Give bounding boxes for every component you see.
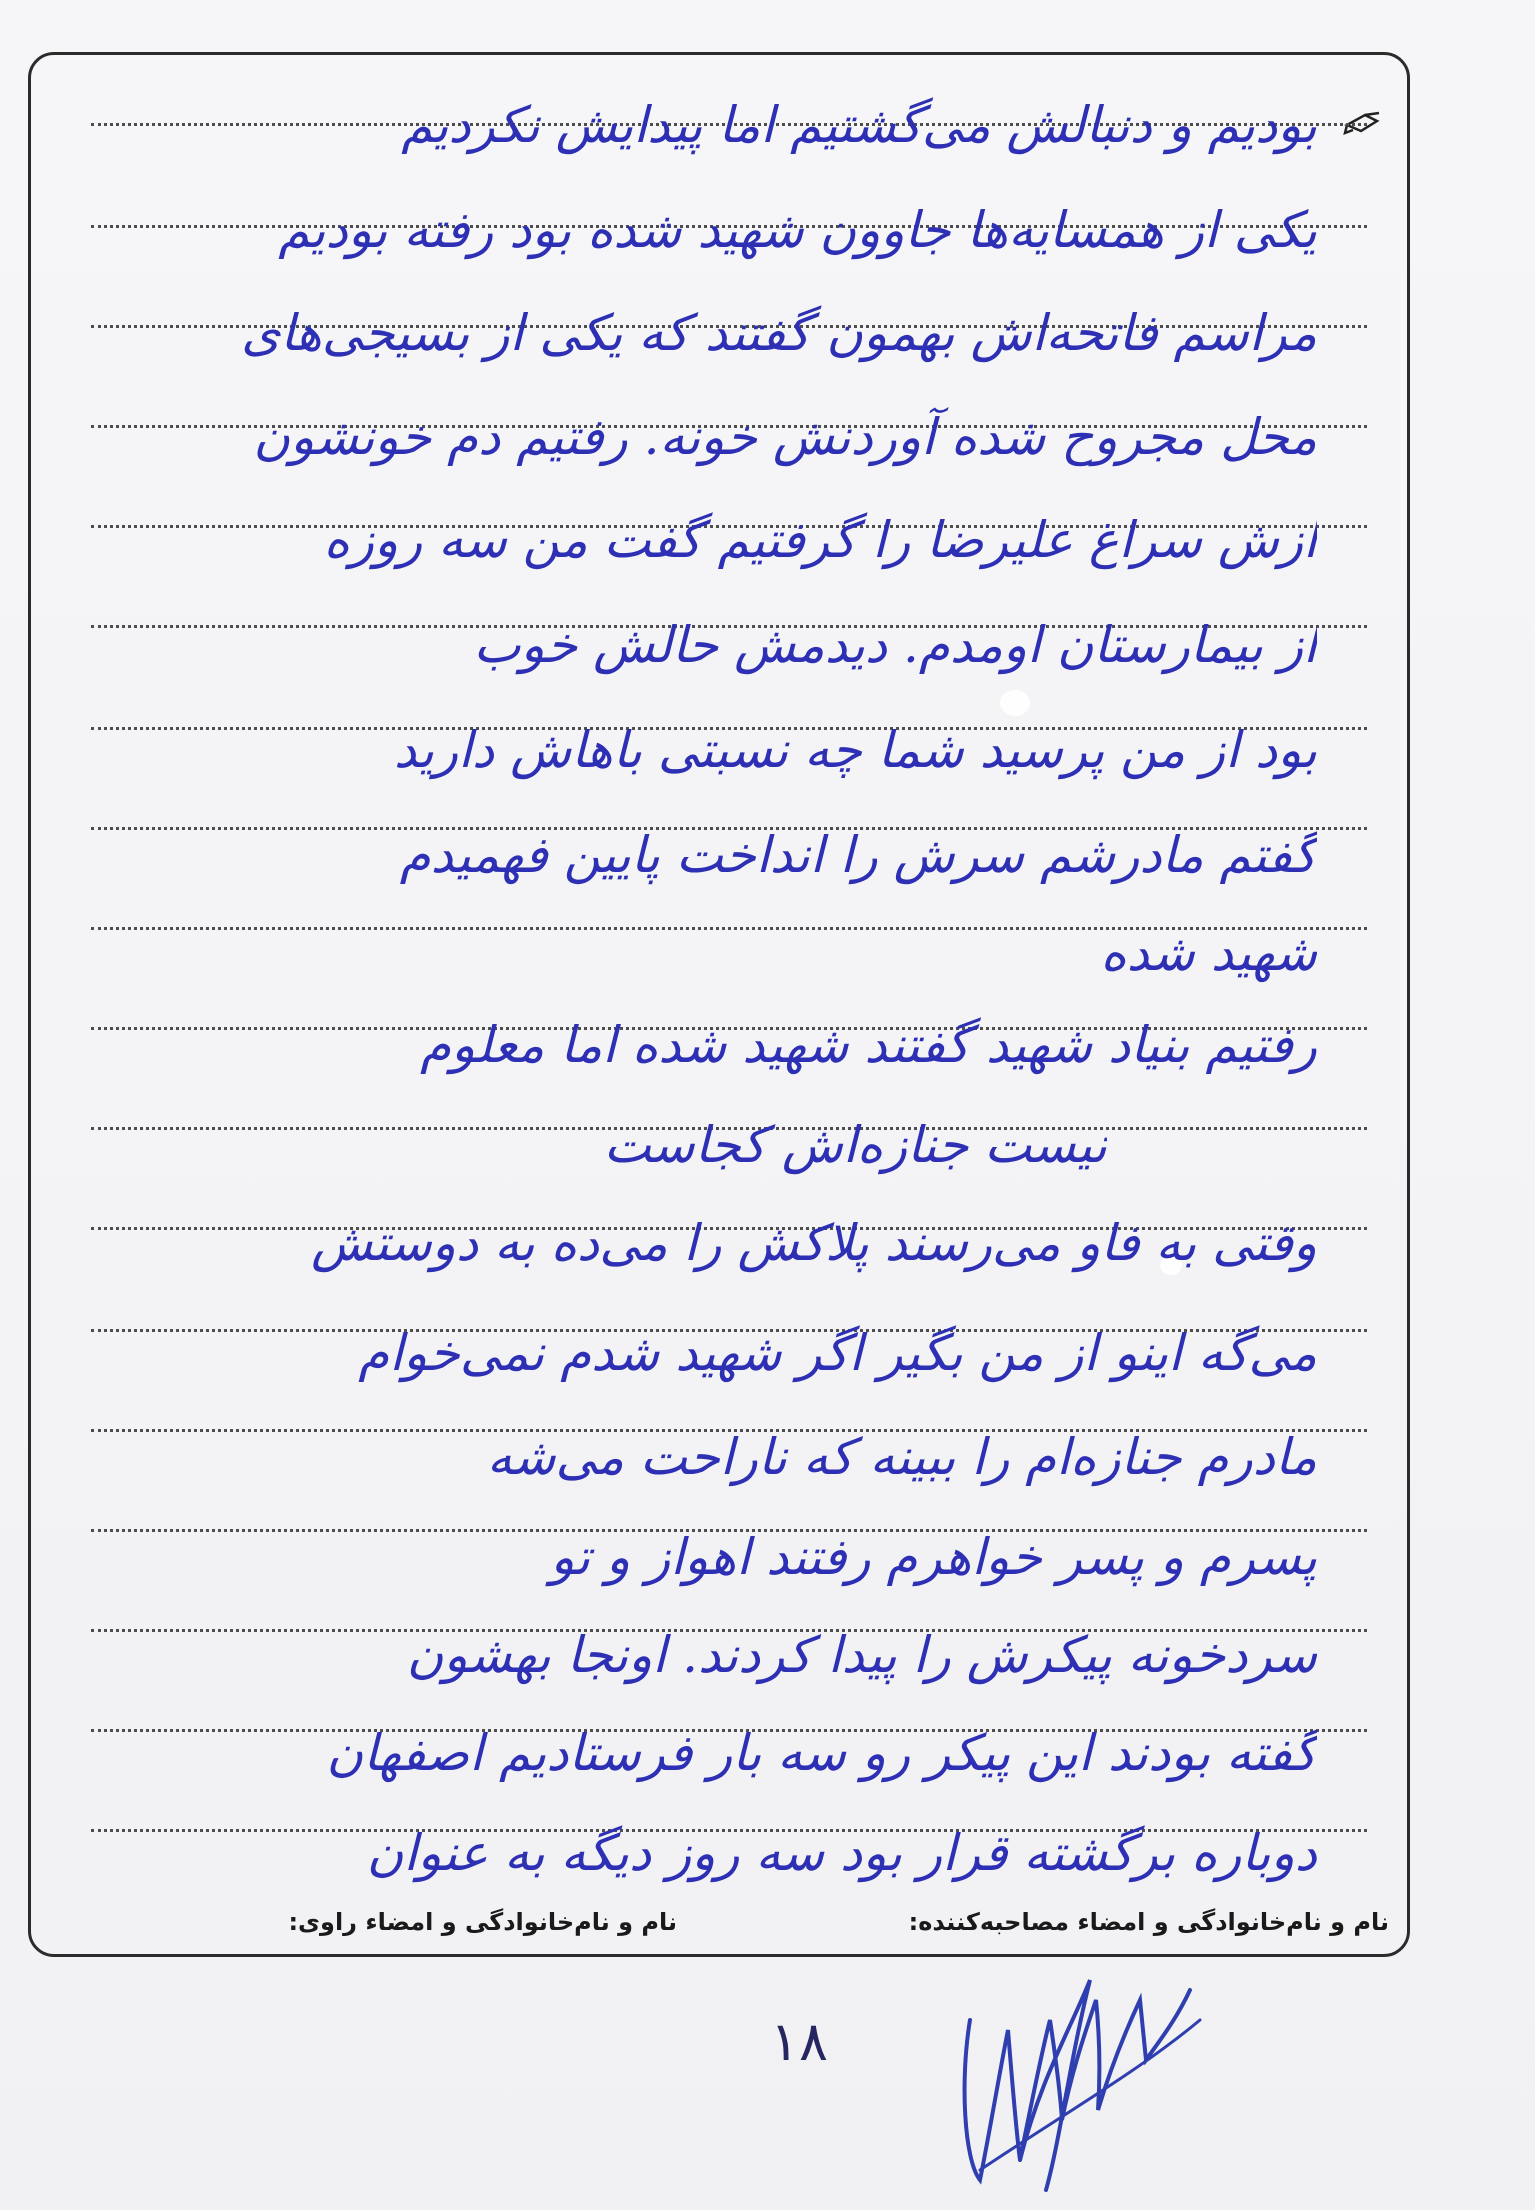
- handwritten-line-14: مادرم جنازه‌ام را ببینه که ناراحت می‌شه: [486, 1428, 1317, 1486]
- narrator-signature-label: نام و نام‌خانوادگی و امضاء راوی:: [288, 1908, 677, 1936]
- handwritten-line-1: بودیم و دنبالش می‌گشتیم اما پیدایش نکردیم: [401, 96, 1317, 154]
- interviewer-signature-label: نام و نام‌خانوادگی و امضاء مصاحبه‌کننده:: [908, 1908, 1389, 1936]
- handwritten-line-2: یکی از همسایه‌ها جاوون شهید شده بود رفته بودیم: [278, 201, 1317, 259]
- handwritten-line-7: بود از من پرسید شما چه نسبتی باهاش دارید: [393, 721, 1317, 779]
- page-number: ۱۸: [770, 2010, 829, 2073]
- handwritten-line-4: محل مجروح شده آوردنش خونه. رفتیم دم خونشون: [253, 408, 1317, 466]
- form-footer: [31, 1896, 1407, 1936]
- handwritten-line-6: از بیمارستان اومدم. دیدمش حالش خوب: [473, 616, 1317, 674]
- handwritten-line-13: می‌گه اینو از من بگیر اگر شهید شدم نمی‌خوام: [358, 1324, 1317, 1382]
- handwritten-line-3: مراسم فاتحه‌اش بهمون گفتند که یکی از بسیجی‌های: [241, 304, 1317, 362]
- handwritten-line-5: ازش سراغ علیرضا را گرفتیم گفت من سه روزه: [323, 511, 1317, 569]
- handwritten-line-9: شهید شده: [1100, 924, 1317, 982]
- handwritten-line-8: گفتم مادرشم سرش را انداخت پایین فهمیدم: [399, 826, 1317, 884]
- handwritten-line-15: پسرم و پسر خواهرم رفتند اهواز و تو: [550, 1528, 1317, 1586]
- handwritten-line-17: گفته بودند این پیکر رو سه بار فرستادیم اصفهان: [326, 1724, 1317, 1782]
- handwritten-line-10: رفتیم بنیاد شهید گفتند شهید شده اما معلوم: [420, 1016, 1317, 1074]
- handwritten-line-18: دوباره برگشته قرار بود سه روز دیگه به عنوان: [366, 1824, 1317, 1882]
- form-frame: [28, 52, 1410, 1957]
- handwritten-line-11: نیست جنازه‌اش کجاست: [603, 1116, 1107, 1174]
- handwritten-signature: [950, 1960, 1210, 2200]
- handwritten-line-16: سردخونه پیکرش را پیدا کردند. اونجا بهشون: [406, 1626, 1317, 1684]
- handwritten-line-12: وقتی به فاو می‌رسند پلاکش را می‌ده به دوستش: [311, 1214, 1317, 1272]
